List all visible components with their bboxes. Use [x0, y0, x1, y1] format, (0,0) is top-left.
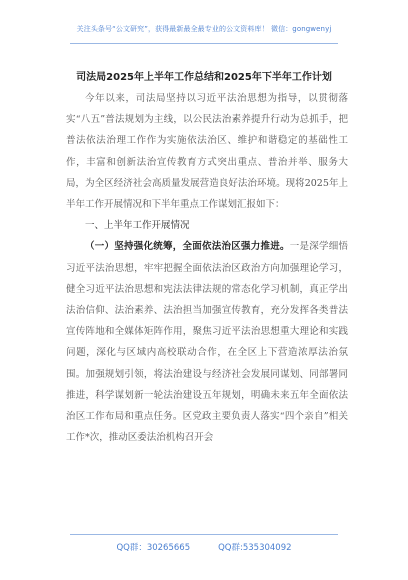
header-banner: 关注头条号“公文研究”，获得最新最全最专业的公文资料库！ 微信：gongwenyj	[76, 25, 332, 33]
paragraph-text: 一是深学细悟习近平法治思想，牢牢把握全面依法治区政治方向加强理论学习，健全习近平法治思想和宪法法律法规的常态化学习机制，真正学出法治信仰、法治素养、法治担当加强宣传教育，充分发挥各类普法宣传阵地和全媒体矩阵作用，聚焦习近平法治思想重大理论和实践问题，深化与区域内高校联动合作，在全区上下营造浓厚法治氛围。加强规划引领，将法治建设与经济社会发展同谋划、同部署同推进，科学谋划新一轮法治建设五年规划，明确未来五年全面依法治区工作布局和重点任务。区党政主要负责人落实“四个亲自”相关工作*次，推动区委法治机构召开会	[66, 241, 348, 444]
paragraph-lead: （一）坚持强化统筹，全面依法治区强力推进。	[85, 241, 290, 253]
section-heading: 一、上半年工作开展情况	[85, 220, 190, 232]
header-divider	[70, 43, 338, 44]
footer-divider	[70, 534, 338, 535]
footer-qq-group-2: QQ群:535304092	[218, 543, 292, 553]
document-body	[66, 88, 348, 448]
footer	[0, 541, 408, 553]
paragraph-1	[66, 236, 348, 448]
footer-qq-group-1: QQ群：30265665	[116, 543, 191, 553]
document-title: 司法局2025年上半年工作总结和2025年下半年工作计划	[76, 72, 332, 83]
intro-paragraph: 今年以来，司法局坚持以习近平法治思想为指导，以贯彻落实“八五”普法规划为主线，以公民法治素养提升行动为总抓手，把普法依法治理工作作为实施依法治区、维护和谐稳定的基础性工作，丰富和创新法治宣传教育方式突出重点、普治并举、服务大局，为全区经济社会高质量发展营造良好法治环境。现将2025年上半年工作开展情况和下半年重点工作谋划汇报如下：	[66, 93, 348, 211]
